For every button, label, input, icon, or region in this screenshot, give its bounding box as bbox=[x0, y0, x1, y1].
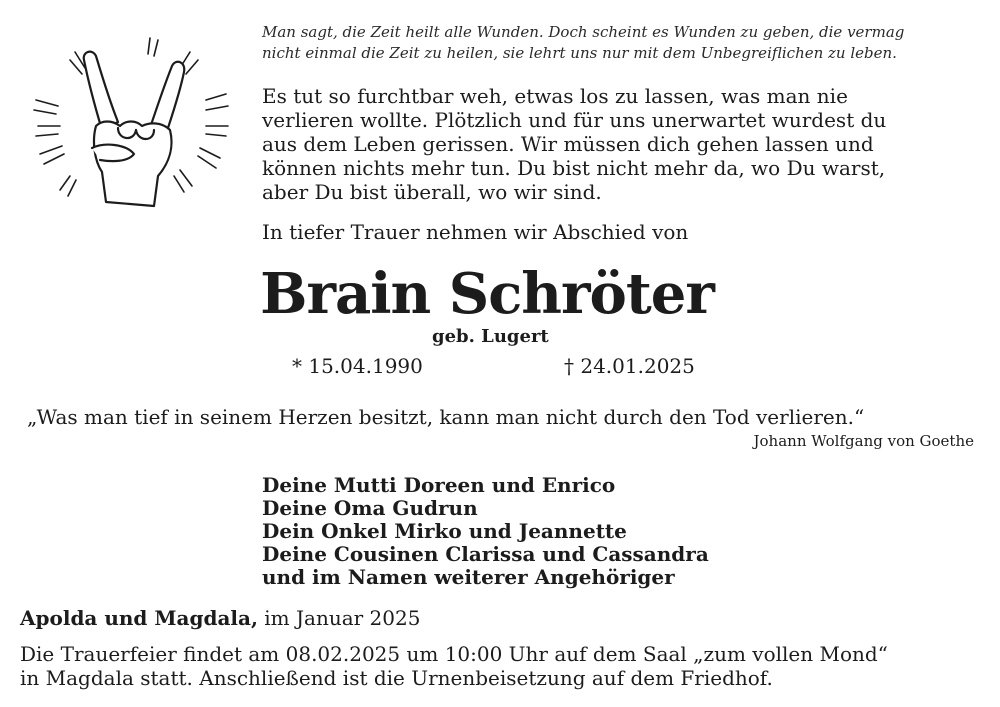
poem-line: aber Du bist überall, wo wir sind. bbox=[262, 180, 602, 204]
motto-text bbox=[262, 22, 982, 64]
poem-line: können nichts mehr tun. Du bist nicht mehr da, wo Du warst, bbox=[262, 156, 886, 180]
motto-line: Man sagt, die Zeit heilt alle Wunden. Doch scheint es Wunden zu geben, die vermag bbox=[262, 23, 905, 41]
deceased-name-text: Brain Schröter bbox=[260, 261, 714, 327]
place-month: im Januar 2025 bbox=[257, 606, 421, 630]
place-location: Apolda und Magdala, bbox=[20, 606, 258, 630]
ceremony-info bbox=[20, 642, 888, 690]
mourner-line: Deine Oma Gudrun bbox=[262, 496, 478, 520]
death-date: † 24.01.2025 bbox=[564, 354, 695, 378]
quote-author: Johann Wolfgang von Goethe bbox=[753, 432, 974, 450]
motto-line: nicht einmal die Zeit zu heilen, sie lehrt uns nur mit dem Unbegreiflichen zu leben. bbox=[262, 44, 897, 62]
poem-line: Es tut so furchtbar weh, etwas los zu lassen, was man nie bbox=[262, 84, 848, 108]
quote-text: „Was man tief in seinem Herzen besitzt, kann man nicht durch den Tod verlieren.“ bbox=[27, 405, 865, 429]
ceremony-line: Die Trauerfeier findet am 08.02.2025 um 10:00 Uhr auf dem Saal „zum vollen Mond“ bbox=[20, 642, 888, 666]
mourner-line: Deine Cousinen Clarissa und Cassandra bbox=[262, 542, 709, 566]
birth-date: * 15.04.1990 bbox=[292, 354, 423, 378]
intro-text: In tiefer Trauer nehmen wir Abschied von bbox=[262, 220, 689, 244]
ceremony-line: in Magdala statt. Anschließend ist die Urnenbeisetzung auf dem Friedhof. bbox=[20, 666, 773, 690]
mourner-line: und im Namen weiterer Angehöriger bbox=[262, 565, 675, 589]
mourner-line: Deine Mutti Doreen und Enrico bbox=[262, 473, 616, 497]
deceased-name bbox=[0, 258, 990, 330]
poem-text bbox=[262, 84, 982, 204]
rock-hand-sign-icon bbox=[30, 30, 230, 220]
place-date bbox=[20, 606, 420, 630]
mourners-list bbox=[262, 474, 709, 589]
birth-name: geb. Lugert bbox=[432, 326, 549, 347]
poem-line: verlieren wollte. Plötzlich und für uns unerwartet wurdest du bbox=[262, 108, 887, 132]
poem-line: aus dem Leben gerissen. Wir müssen dich gehen lassen und bbox=[262, 132, 874, 156]
mourner-line: Dein Onkel Mirko und Jeannette bbox=[262, 519, 627, 543]
